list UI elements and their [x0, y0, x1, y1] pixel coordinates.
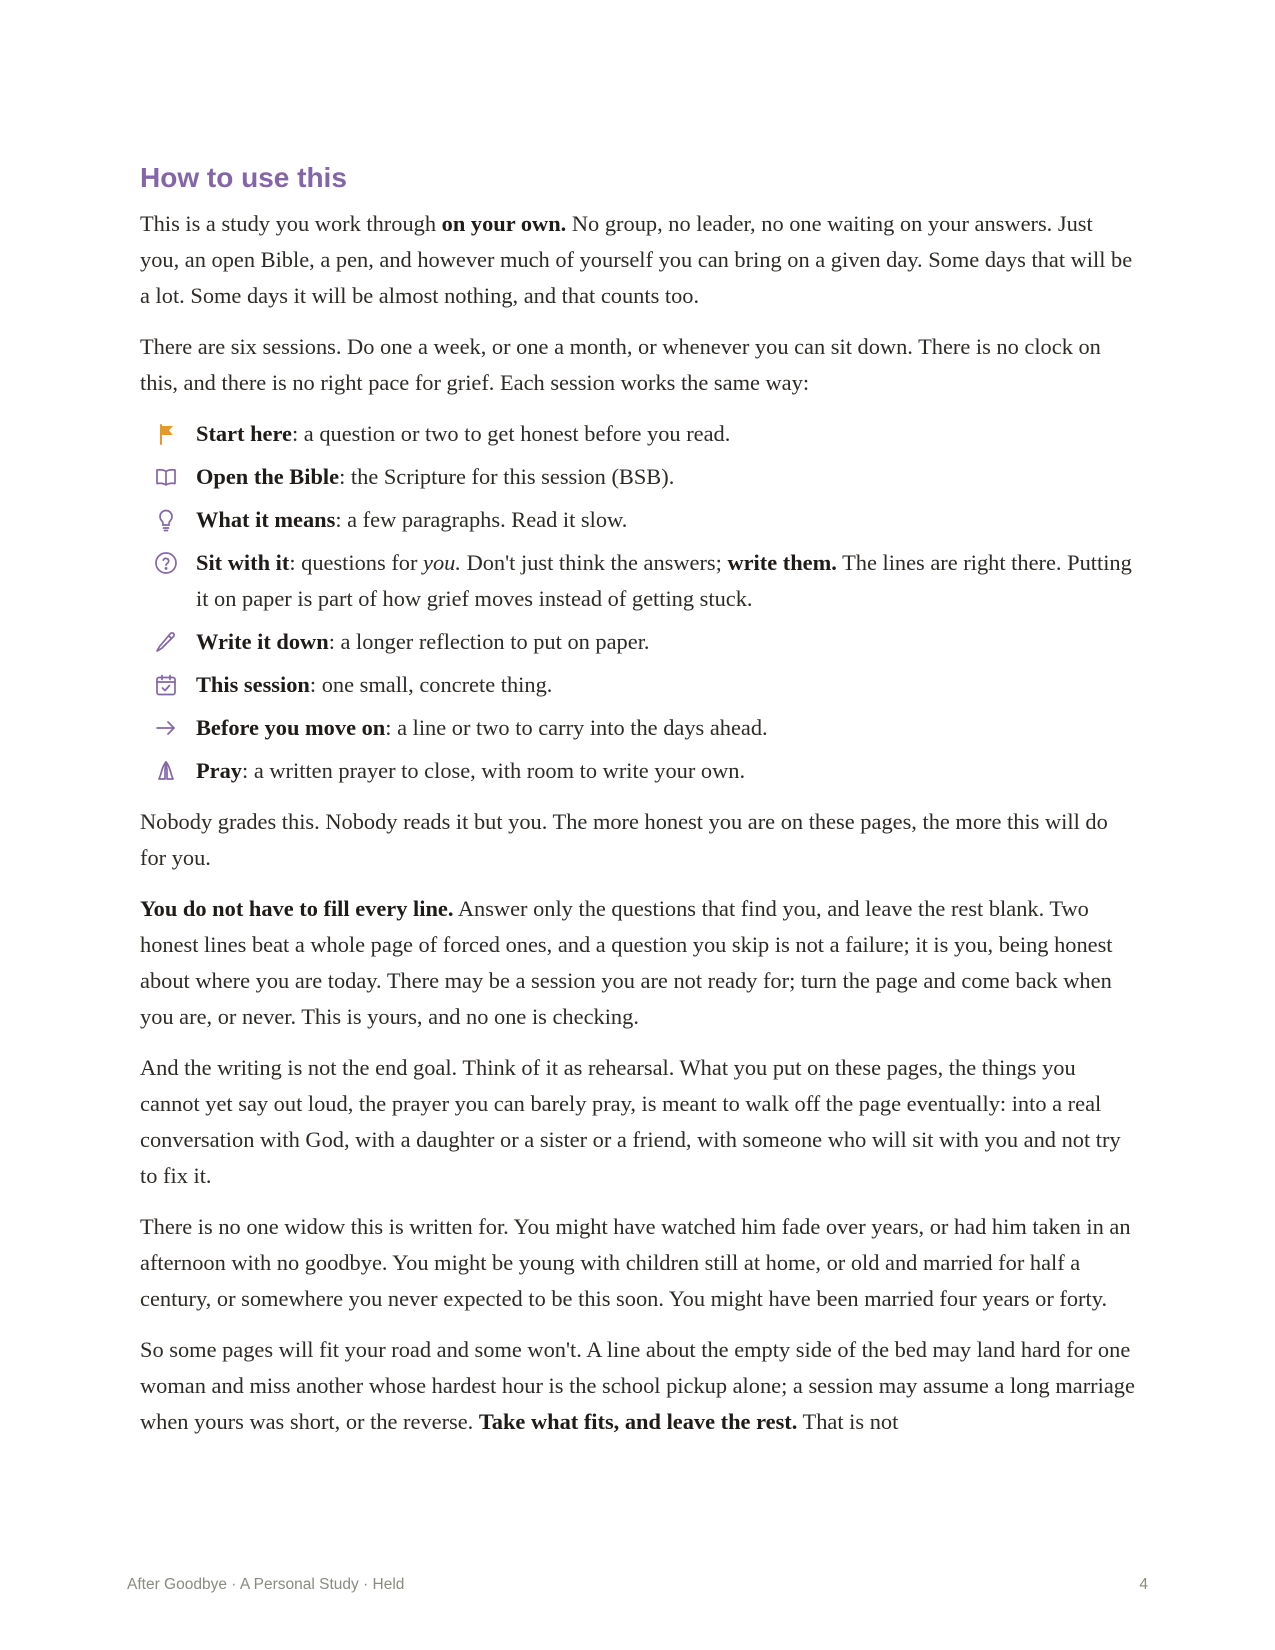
footer-title: After Goodbye · A Personal Study · Held: [127, 1576, 405, 1593]
intro-paragraph-1: [140, 206, 1135, 314]
list-item: [140, 667, 1135, 703]
step-text: : a question or two to get honest before you read.: [291, 421, 731, 446]
paragraph-text: So some pages will fit your road and some won't. A line about the empty side of the bed may land hard for one woman and miss another whose hardest hour is the school pickup alone; a session may assume a long marriage when yours was short, or the reverse.: [140, 1337, 1135, 1434]
list-item: [140, 753, 1135, 789]
list-item: [140, 459, 1135, 495]
body-paragraph-4: [140, 891, 1135, 1035]
step-text: : a line or two to carry into the days ahead.: [385, 715, 768, 740]
list-item: [140, 710, 1135, 746]
paragraph-emphasis: Take what fits, and leave the rest.: [478, 1409, 798, 1434]
open-book-icon: [154, 465, 178, 489]
step-label: Pray: [196, 758, 243, 783]
step-text: : a written prayer to close, with room to write your own.: [242, 758, 746, 783]
step-label: Write it down: [196, 629, 329, 654]
step-text: Don't just think the answers;: [460, 550, 728, 575]
step-text: : a few paragraphs. Read it slow.: [335, 507, 628, 532]
paragraph-text-rest: That is not: [797, 1409, 899, 1434]
intro-text-rest: No group, no leader, no one waiting on your answers. Just you, an open Bible, a pen, and however much of yourself you can bring on a given day. Some days that will be a lot. Some days it will be almost nothing, and that counts too.: [140, 211, 1133, 308]
page-footer: [127, 1576, 1148, 1594]
step-text-bold: write them.: [727, 550, 837, 575]
calendar-check-icon: [154, 673, 178, 697]
step-label: Before you move on: [196, 715, 386, 740]
flag-icon: [154, 422, 178, 446]
section-heading: How to use this: [140, 162, 347, 193]
list-item: [140, 416, 1135, 452]
intro-emphasis: on your own.: [441, 211, 567, 236]
pencil-icon: [154, 630, 178, 654]
paragraph-emphasis: You do not have to fill every line.: [140, 896, 454, 921]
step-label: This session: [196, 672, 310, 697]
page-content: [140, 160, 1135, 1455]
session-steps-list: [140, 416, 1135, 789]
body-paragraph-5: And the writing is not the end goal. Think of it as rehearsal. What you put on these pages, the things you cannot yet say out loud, the prayer you can barely pray, is meant to walk off the page eventually: into a real conversation with God, with a daughter or a sister or a friend, with someone who will sit with you and not try to fix it.: [140, 1055, 1121, 1188]
arrow-right-icon: [154, 716, 178, 740]
step-text: : the Scripture for this session (BSB).: [339, 464, 675, 489]
step-label: What it means: [196, 507, 336, 532]
list-item: [140, 502, 1135, 538]
list-item: [140, 624, 1135, 660]
paragraph-text: Answer only the questions that find you, and leave the rest blank. Two honest lines beat a whole page of forced ones, and a question you skip is not a failure; it is you, being honest about where you are today. There may be a session you are not ready for; turn the page and come back when you are, or never. This is yours, and no one is checking.: [140, 896, 1113, 1029]
step-text-italic: you.: [423, 550, 461, 575]
step-text: : one small, concrete thing.: [309, 672, 553, 697]
page-number: 4: [1139, 1576, 1148, 1593]
step-text: : a longer reflection to put on paper.: [328, 629, 650, 654]
praying-hands-icon: [154, 759, 178, 783]
lightbulb-icon: [154, 508, 178, 532]
intro-paragraph-2: There are six sessions. Do one a week, or one a month, or whenever you can sit down. There is no clock on this, and there is no right pace for grief. Each session works the same way:: [140, 334, 1101, 395]
body-paragraph-3: Nobody grades this. Nobody reads it but you. The more honest you are on these pages, the more this will do for you.: [140, 809, 1108, 870]
intro-text: This is a study you work through: [140, 211, 442, 236]
step-text: : questions for: [289, 550, 424, 575]
step-label: Start here: [196, 421, 292, 446]
step-label: Open the Bible: [196, 464, 340, 489]
body-paragraph-6: There is no one widow this is written for. You might have watched him fade over years, or had him taken in an afternoon with no goodbye. You might be young with children still at home, or old and married for half a century, or somewhere you never expected to be this soon. You might have been married four years or forty.: [140, 1214, 1131, 1311]
body-paragraph-7: [140, 1332, 1135, 1440]
list-item: [140, 545, 1135, 617]
question-circle-icon: [154, 551, 178, 575]
step-label: Sit with it: [196, 550, 290, 575]
step-text: The lines are right there. Putting it on paper is part of how grief moves instead of getting stuck.: [196, 550, 1132, 611]
